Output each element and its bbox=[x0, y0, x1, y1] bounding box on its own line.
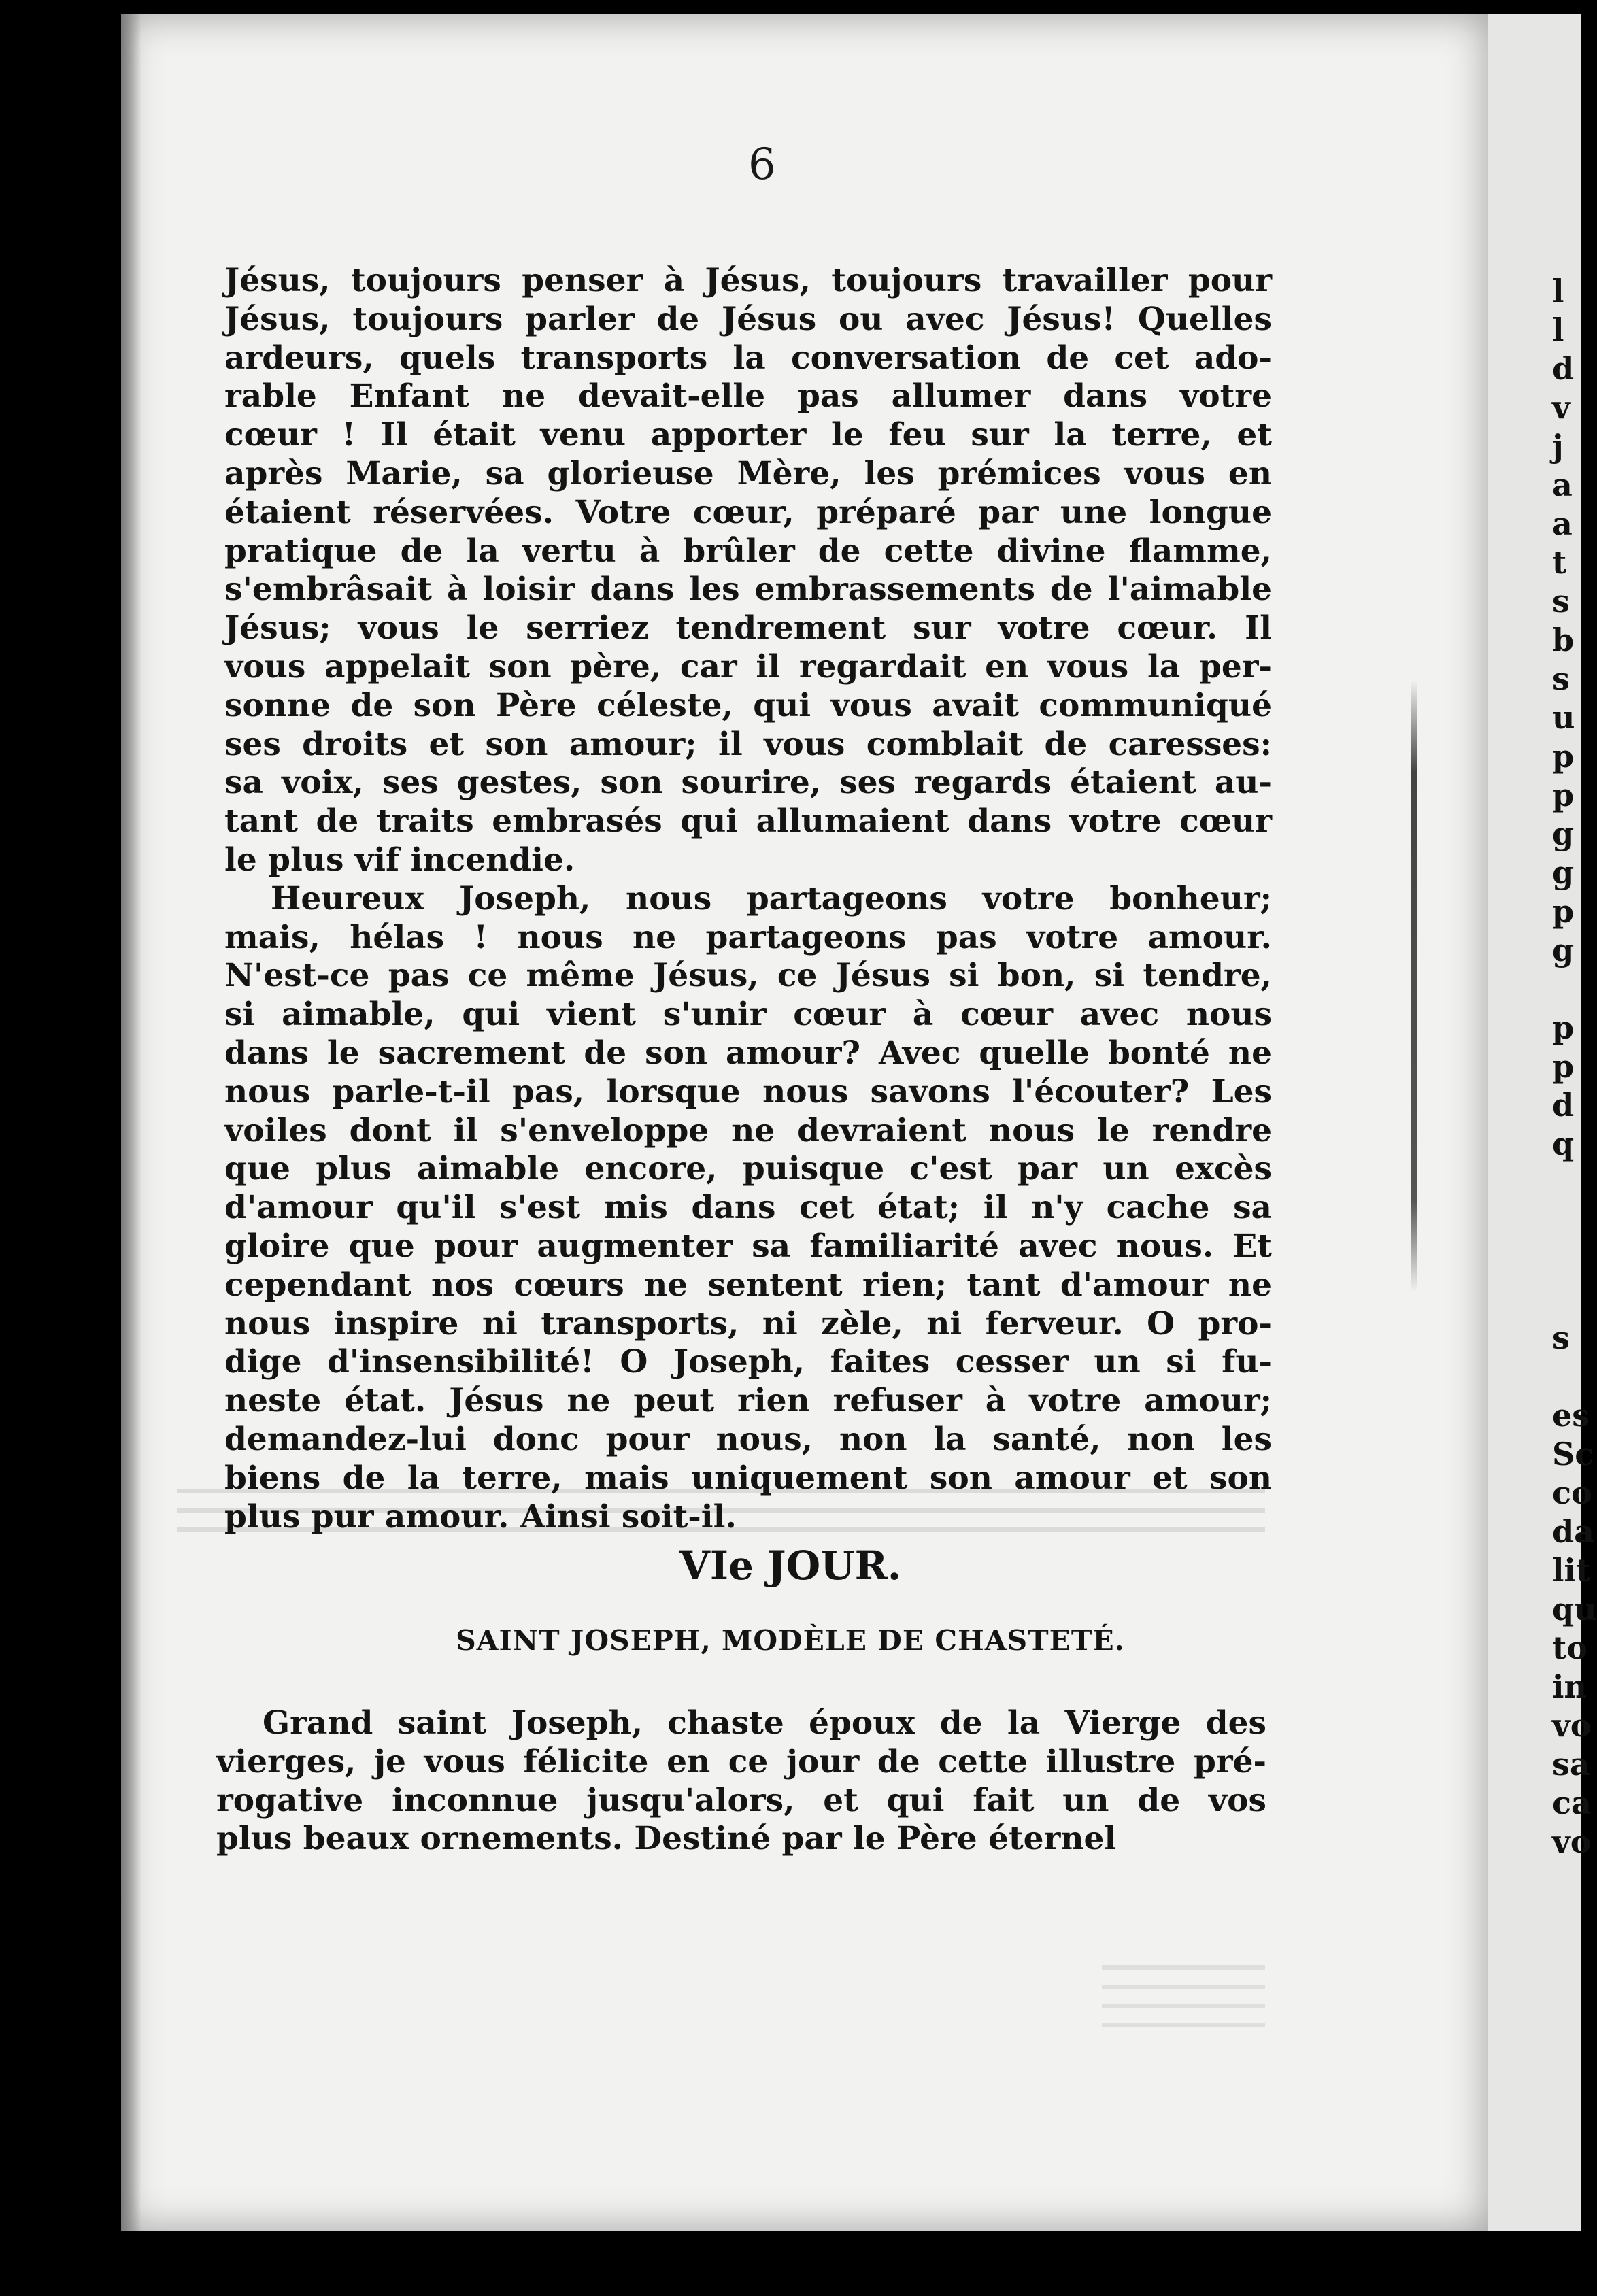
text-line: tant de traits embrasés qui allumaient dans votre cœur bbox=[224, 803, 1272, 841]
text-line: mais, hélas ! nous ne partageons pas votre amour. bbox=[224, 918, 1272, 956]
text-line: demandez-lui donc pour nous, non la santé, non les bbox=[224, 1420, 1272, 1458]
facing-page-fragment: u bbox=[1552, 699, 1575, 736]
facing-page-fragment bbox=[1552, 1280, 1581, 1319]
facing-page-fragment: in bbox=[1552, 1668, 1587, 1705]
text-line: Jésus, toujours parler de Jésus ou avec Jésus! Quelles bbox=[224, 300, 1272, 338]
text-line: si aimable, qui vient s'unir cœur à cœur avec nous bbox=[224, 996, 1272, 1034]
page-number: 6 bbox=[748, 139, 776, 190]
text-line: que plus aimable encore, puisque c'est par un excès bbox=[224, 1150, 1272, 1188]
text-line: cependant nos cœurs ne sentent rien; tant d'amour ne bbox=[224, 1266, 1272, 1304]
facing-page-fragment: lit bbox=[1552, 1552, 1591, 1589]
facing-page-fragment: vo bbox=[1552, 1823, 1592, 1860]
facing-page-fragment: sa bbox=[1552, 1746, 1590, 1783]
facing-page-fragment: g bbox=[1552, 854, 1575, 891]
show-through-text bbox=[1102, 1965, 1265, 2040]
text-line: après Marie, sa glorieuse Mère, les prémices vous en bbox=[224, 454, 1272, 492]
facing-page-fragment: to bbox=[1552, 1630, 1587, 1666]
text-line: le plus vif incendie. bbox=[224, 841, 575, 879]
facing-page-fragment bbox=[1552, 1241, 1581, 1280]
facing-page-fragment: co bbox=[1552, 1474, 1592, 1511]
text-line: Heureux Joseph, nous partageons votre bonheur; bbox=[271, 879, 1272, 917]
text-line: rogative inconnue jusqu'alors, et qui fait un de vos bbox=[216, 1781, 1266, 1819]
text-line: cœur ! Il était venu apporter le feu sur la terre, et bbox=[224, 416, 1272, 454]
text-line: neste état. Jésus ne peut rien refuser à votre amour; bbox=[224, 1382, 1272, 1420]
facing-page-fragment: j bbox=[1552, 428, 1564, 465]
binding-crease bbox=[1411, 680, 1417, 1292]
facing-page-fragment: v bbox=[1552, 389, 1570, 426]
facing-page-fragment: p bbox=[1552, 893, 1575, 930]
facing-page-fragment: s bbox=[1552, 1319, 1570, 1356]
facing-page-fragment: vo bbox=[1552, 1707, 1592, 1744]
text-line: nous inspire ni transports, ni zèle, ni ferveur. O pro- bbox=[224, 1304, 1272, 1343]
text-line: rable Enfant ne devait-elle pas allumer dans votre bbox=[224, 377, 1272, 416]
facing-page-fragment: l bbox=[1552, 273, 1564, 309]
text-line: gloire que pour augmenter sa familiarité avec nous. Et bbox=[224, 1227, 1272, 1265]
body-text-bottom bbox=[216, 1704, 1266, 1859]
paragraph-2 bbox=[224, 880, 1272, 1537]
facing-page-text-fragments bbox=[1552, 272, 1597, 1861]
facing-page-fragment: da bbox=[1552, 1513, 1594, 1550]
facing-page-fragment: ca bbox=[1552, 1785, 1592, 1821]
text-line: plus pur amour. Ainsi soit-il. bbox=[224, 1498, 737, 1536]
paragraph-3 bbox=[216, 1704, 1266, 1859]
facing-page-fragment: t bbox=[1552, 544, 1567, 581]
facing-page-fragment: qu bbox=[1552, 1591, 1597, 1627]
text-line: voiles dont il s'enveloppe ne devraient nous le rendre bbox=[224, 1111, 1272, 1149]
text-line: d'amour qu'il s'est mis dans cet état; il n'y cache sa bbox=[224, 1189, 1272, 1227]
facing-page-fragment bbox=[1552, 1164, 1581, 1202]
chapter-subheading: SAINT JOSEPH, MODÈLE DE CHASTETÉ. bbox=[456, 1624, 1125, 1657]
text-line: dans le sacrement de son amour? Avec quelle bonté ne bbox=[224, 1034, 1272, 1072]
facing-page-fragment: p bbox=[1552, 1048, 1575, 1085]
text-line: sonne de son Père céleste, qui vous avait communiqué bbox=[224, 686, 1272, 724]
text-line: ardeurs, quels transports la conversation de cet ado- bbox=[224, 339, 1272, 377]
text-line: plus beaux ornements. Destiné par le Père éternel bbox=[216, 1820, 1117, 1858]
text-line: ses droits et son amour; il vous comblait de caresses: bbox=[224, 725, 1272, 763]
text-line: sa voix, ses gestes, son sourire, ses regards étaient au- bbox=[224, 764, 1272, 802]
text-line: Grand saint Joseph, chaste époux de la Vierge des bbox=[263, 1704, 1266, 1742]
facing-page-fragment bbox=[1552, 1202, 1581, 1241]
text-line: Jésus, toujours penser à Jésus, toujours travailler pour bbox=[224, 262, 1272, 299]
facing-page-fragment: p bbox=[1552, 738, 1575, 775]
body-text-top bbox=[224, 262, 1272, 1536]
text-line: Jésus; vous le serriez tendrement sur votre cœur. Il bbox=[224, 609, 1272, 647]
facing-page-fragment bbox=[1552, 1357, 1581, 1396]
facing-page-fragment: g bbox=[1552, 932, 1575, 968]
text-line: nous parle-t-il pas, lorsque nous savons l'écouter? Les bbox=[224, 1073, 1272, 1111]
text-line: biens de la terre, mais uniquement son amour et son bbox=[224, 1459, 1272, 1497]
facing-page-fragment: a bbox=[1552, 467, 1573, 503]
facing-page-fragment: p bbox=[1552, 1009, 1575, 1046]
text-line: s'embrâsait à loisir dans les embrassements de l'aimable bbox=[224, 571, 1272, 609]
facing-page-fragment: s bbox=[1552, 660, 1570, 697]
facing-page-fragment: p bbox=[1552, 777, 1575, 813]
text-line: étaient réservées. Votre cœur, préparé par une longue bbox=[224, 493, 1272, 531]
facing-page-fragment: l bbox=[1552, 311, 1564, 348]
text-line: N'est-ce pas ce même Jésus, ce Jésus si bon, si tendre, bbox=[224, 957, 1272, 995]
facing-page-fragment: d bbox=[1552, 1087, 1575, 1124]
text-line: vierges, je vous félicite en ce jour de cette illustre pré- bbox=[216, 1742, 1266, 1780]
facing-page-fragment: s bbox=[1552, 583, 1570, 620]
text-line: dige d'insensibilité! O Joseph, faites cesser un si fu- bbox=[224, 1343, 1272, 1381]
facing-page-fragment: a bbox=[1552, 505, 1573, 542]
facing-page-fragment: b bbox=[1552, 622, 1575, 658]
facing-page-fragment: g bbox=[1552, 815, 1575, 852]
facing-page-fragment: Sc bbox=[1552, 1436, 1594, 1472]
page-edge-shadow bbox=[121, 14, 141, 2231]
facing-page-fragment: d bbox=[1552, 350, 1575, 387]
facing-page-fragment: es bbox=[1552, 1397, 1590, 1434]
facing-page-fragment: q bbox=[1552, 1126, 1575, 1162]
text-line: pratique de la vertu à brûler de cette divine flamme, bbox=[224, 532, 1272, 570]
text-line: vous appelait son père, car il regardait en vous la per- bbox=[224, 647, 1272, 686]
day-heading: VIe JOUR. bbox=[679, 1542, 902, 1589]
paragraph-1 bbox=[224, 262, 1272, 880]
facing-page-fragment bbox=[1552, 970, 1581, 1009]
